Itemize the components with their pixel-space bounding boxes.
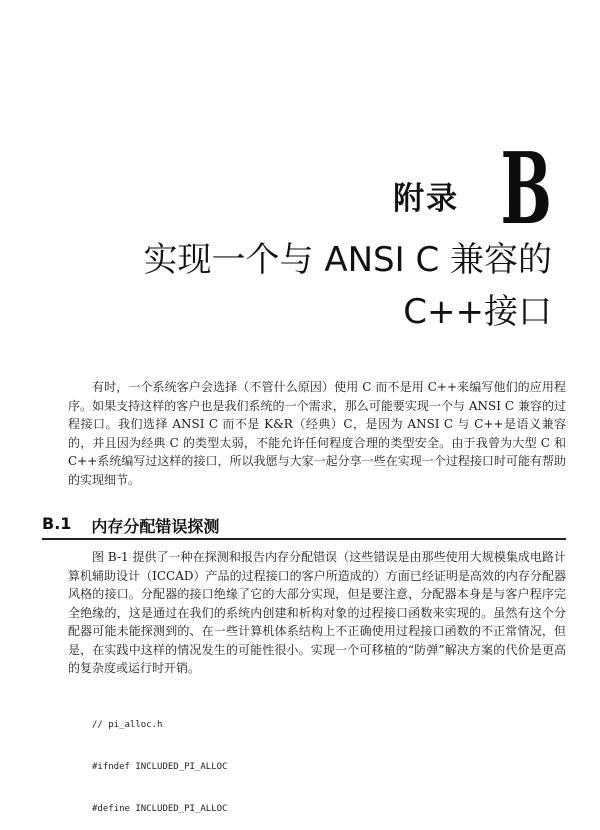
code-line: // pi_alloc.h xyxy=(92,720,163,730)
chapter-title-line-1: 实现一个与 ANSI C 兼容的 xyxy=(143,240,552,280)
chapter-title-line-2: C++接口 xyxy=(403,292,552,332)
code-line: #ifndef INCLUDED_PI_ALLOC xyxy=(92,762,228,772)
appendix-letter: B xyxy=(500,132,552,247)
section-number: B.1 xyxy=(42,514,72,533)
section-title: 内存分配错误探测 xyxy=(91,517,220,536)
code-block xyxy=(92,690,227,830)
section-heading xyxy=(42,514,219,537)
intro-paragraph: 有时，一个系统客户会选择（不管什么原因）使用 C 而不是用 C++来编写他们的应用程序。如果支持这样的客户也是我们系统的一个需求，那么可能要实现一个与 ANSI C 兼容的过程接口。我们选择 ANSI C 而不是 K&R（经典）C，是因为 ANSI C 与 C++是语义兼容的，并且因为经典 C 的类型太弱，不能允许任何程度合理的类型安全。由于我曾为大型 C 和 C++系统编写过这样的接口，所以我愿与大家一起分享一些在实现一个过程接口时可能有帮助的实现细节。 xyxy=(68,380,566,487)
section-rule xyxy=(42,538,566,540)
body-paragraph: 图 B-1 提供了一种在探测和报告内存分配错误（这些错误是由那些使用大规模集成电路计算机辅助设计（ICCAD）产品的过程接口的客户所造成的）方面已经证明是高效的内存分配器风格的接口。分配器的接口绝缘了它的大部分实现，但是要注意，分配器本身是与客户程序完全绝缘的，这是通过在我们的系统内创建和析构对象的过程接口函数来实现的。虽然有这个分配器可能未能探测到的、在一些计算机体系结构上不正确使用过程接口函数的不正常情况，但是，在实践中这样的情况发生的可能性很小。实现一个可移植的“防弹”解决方案的代价是更高的复杂度或运行时开销。 xyxy=(68,550,566,675)
appendix-header xyxy=(393,132,552,247)
appendix-label: 附录 xyxy=(393,181,460,217)
code-line: #define INCLUDED_PI_ALLOC xyxy=(92,804,228,814)
